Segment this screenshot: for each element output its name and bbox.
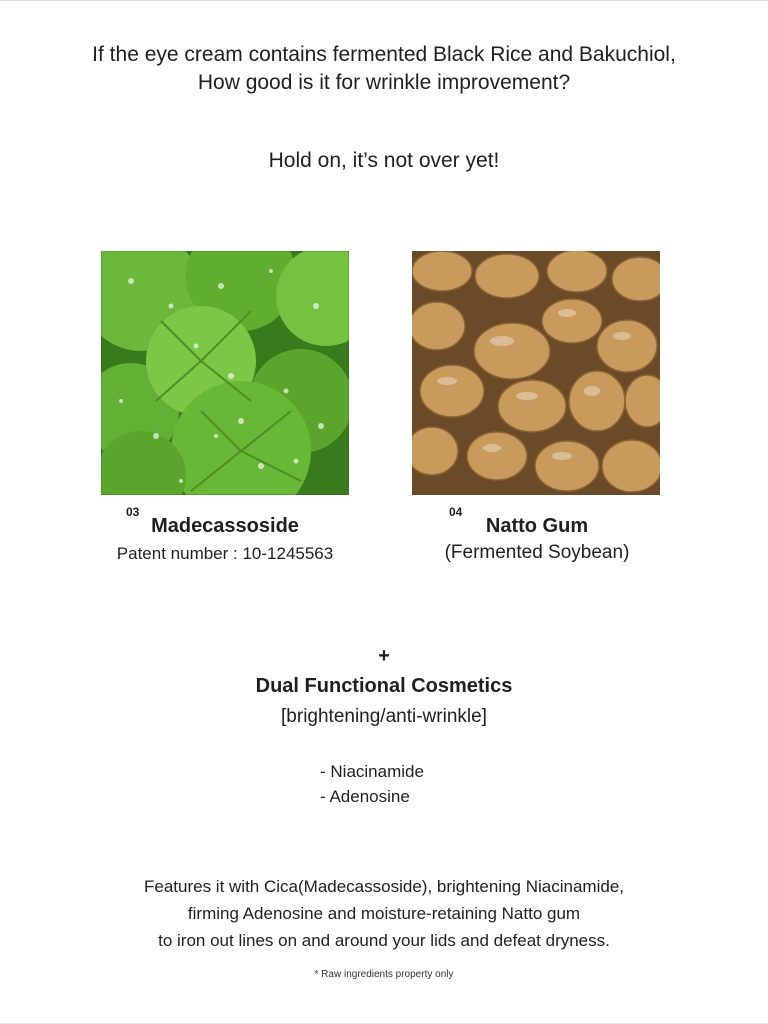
ingredient-number: 04	[449, 505, 463, 519]
dual-functional-title: Dual Functional Cosmetics	[255, 675, 513, 697]
intro-question	[0, 41, 768, 97]
ingredient-madecassoside	[85, 505, 365, 564]
natto-beans-photo	[412, 251, 660, 495]
ingredient-number: 03	[126, 505, 140, 519]
list-item: - Niacinamide	[320, 762, 424, 781]
intro-line-2: How good is it for wrinkle improvement?	[197, 71, 571, 94]
features-line-2: firming Adenosine and moisture-retaining Natto gum	[187, 904, 581, 923]
features-line-3: to iron out lines on and around your lids and defeat dryness.	[158, 931, 610, 950]
hold-on-text: Hold on, it’s not over yet!	[268, 149, 500, 172]
dual-functional-subtitle: [brightening/anti-wrinkle]	[281, 706, 487, 727]
plus-sign: +	[378, 645, 390, 667]
centella-leaves-photo	[101, 251, 349, 495]
intro-line-1: If the eye cream contains fermented Black Rice and Bakuchiol,	[92, 43, 676, 66]
list-item: - Adenosine	[320, 787, 410, 806]
ingredient-detail: (Fermented Soybean)	[444, 542, 630, 563]
ingredient-name: Madecassoside	[151, 515, 299, 537]
dual-functional-list	[320, 759, 424, 809]
ingredient-patent-number: Patent number : 10-1245563	[116, 544, 334, 563]
ingredient-natto-gum	[397, 505, 677, 564]
features-paragraph	[0, 873, 768, 954]
footnote: * Raw ingredients property only	[314, 969, 454, 980]
ingredient-name: Natto Gum	[485, 515, 589, 537]
features-line-1: Features it with Cica(Madecassoside), brightening Niacinamide,	[144, 877, 624, 896]
